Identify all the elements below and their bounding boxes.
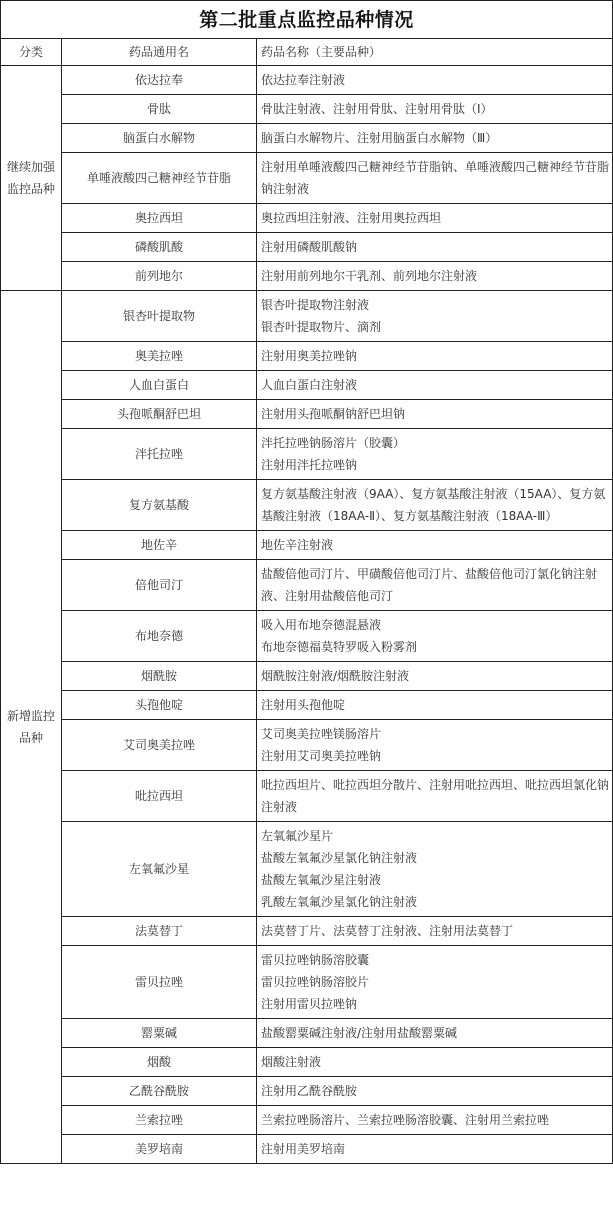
table-row bbox=[1, 662, 613, 691]
generic-name-cell: 倍他司汀 bbox=[62, 560, 257, 611]
table-row bbox=[1, 429, 613, 480]
generic-name-cell: 奥美拉唑 bbox=[62, 342, 257, 371]
generic-name-cell: 烟酸 bbox=[62, 1048, 257, 1077]
product-line: 地佐辛注射液 bbox=[261, 538, 334, 552]
table-row bbox=[1, 691, 613, 720]
product-line: 脑蛋白水解物片、注射用脑蛋白水解物（Ⅲ） bbox=[261, 131, 498, 145]
product-line: 烟酰胺注射液/烟酰胺注射液 bbox=[261, 669, 410, 683]
product-names-cell bbox=[257, 662, 613, 691]
product-names-cell bbox=[257, 153, 613, 204]
product-names-cell bbox=[257, 291, 613, 342]
generic-name-cell: 磷酸肌酸 bbox=[62, 233, 257, 262]
generic-name-cell: 头孢哌酮舒巴坦 bbox=[62, 400, 257, 429]
product-line: 注射用头孢哌酮钠舒巴坦钠 bbox=[261, 407, 406, 421]
product-line: 注射用艾司奥美拉唑钠 bbox=[261, 749, 382, 763]
product-names-cell bbox=[257, 429, 613, 480]
product-names-cell bbox=[257, 720, 613, 771]
generic-name-cell: 布地奈德 bbox=[62, 611, 257, 662]
generic-name-cell: 单唾液酸四己糖神经节苷脂 bbox=[62, 153, 257, 204]
generic-name-cell: 复方氨基酸 bbox=[62, 480, 257, 531]
generic-name-cell: 奥拉西坦 bbox=[62, 204, 257, 233]
generic-name-cell: 兰索拉唑 bbox=[62, 1106, 257, 1135]
product-line: 注射用单唾液酸四己糖神经节苷脂钠、单唾液酸四己糖神经节苷脂钠注射液 bbox=[261, 160, 610, 196]
table-header-row bbox=[1, 39, 613, 66]
product-names-cell bbox=[257, 95, 613, 124]
table-row bbox=[1, 95, 613, 124]
generic-name-cell: 银杏叶提取物 bbox=[62, 291, 257, 342]
table-row bbox=[1, 1019, 613, 1048]
product-line: 兰索拉唑肠溶片、兰索拉唑肠溶胶囊、注射用兰索拉唑 bbox=[261, 1113, 550, 1127]
product-names-cell bbox=[257, 771, 613, 822]
product-names-cell bbox=[257, 1019, 613, 1048]
header-product-names: 药品名称（主要品种） bbox=[257, 39, 613, 66]
generic-name-cell: 艾司奥美拉唑 bbox=[62, 720, 257, 771]
table-row bbox=[1, 124, 613, 153]
drug-monitoring-table bbox=[0, 38, 613, 1164]
generic-name-cell: 法莫替丁 bbox=[62, 917, 257, 946]
table-row bbox=[1, 291, 613, 342]
product-line: 注射用前列地尔干乳剂、前列地尔注射液 bbox=[261, 269, 478, 283]
generic-name-cell: 吡拉西坦 bbox=[62, 771, 257, 822]
product-line: 骨肽注射液、注射用骨肽、注射用骨肽（Ⅰ） bbox=[261, 102, 493, 116]
product-names-cell bbox=[257, 560, 613, 611]
product-line: 盐酸倍他司汀片、甲磺酸倍他司汀片、盐酸倍他司汀氯化钠注射液、注射用盐酸倍他司汀 bbox=[261, 567, 598, 603]
table-row bbox=[1, 560, 613, 611]
product-line: 银杏叶提取物片、滴剂 bbox=[261, 320, 382, 334]
product-names-cell bbox=[257, 1077, 613, 1106]
product-names-cell bbox=[257, 946, 613, 1019]
generic-name-cell: 泮托拉唑 bbox=[62, 429, 257, 480]
product-line: 吡拉西坦片、吡拉西坦分散片、注射用吡拉西坦、吡拉西坦氯化钠注射液 bbox=[261, 778, 610, 814]
table-row bbox=[1, 342, 613, 371]
product-line: 布地奈德福莫特罗吸入粉雾剂 bbox=[261, 640, 418, 654]
generic-name-cell: 头孢他啶 bbox=[62, 691, 257, 720]
generic-name-cell: 依达拉奉 bbox=[62, 66, 257, 95]
product-names-cell bbox=[257, 917, 613, 946]
product-line: 人血白蛋白注射液 bbox=[261, 378, 358, 392]
table-row bbox=[1, 371, 613, 400]
table-row bbox=[1, 262, 613, 291]
generic-name-cell: 脑蛋白水解物 bbox=[62, 124, 257, 153]
generic-name-cell: 左氧氟沙星 bbox=[62, 822, 257, 917]
product-line: 烟酸注射液 bbox=[261, 1055, 322, 1069]
table-row bbox=[1, 720, 613, 771]
table-row bbox=[1, 822, 613, 917]
product-line: 银杏叶提取物注射液 bbox=[261, 298, 370, 312]
generic-name-cell: 雷贝拉唑 bbox=[62, 946, 257, 1019]
product-line: 注射用头孢他啶 bbox=[261, 698, 346, 712]
header-generic-name: 药品通用名 bbox=[62, 39, 257, 66]
product-names-cell bbox=[257, 1048, 613, 1077]
product-names-cell bbox=[257, 342, 613, 371]
category-cell: 继续加强监控品种 bbox=[1, 66, 62, 291]
product-line: 注射用乙酰谷酰胺 bbox=[261, 1084, 358, 1098]
product-names-cell bbox=[257, 531, 613, 560]
product-line: 注射用雷贝拉唑钠 bbox=[261, 997, 358, 1011]
product-names-cell bbox=[257, 262, 613, 291]
product-line: 注射用磷酸肌酸钠 bbox=[261, 240, 358, 254]
table-row bbox=[1, 153, 613, 204]
table-row bbox=[1, 400, 613, 429]
generic-name-cell: 烟酰胺 bbox=[62, 662, 257, 691]
product-names-cell bbox=[257, 611, 613, 662]
product-line: 雷贝拉唑钠肠溶胶囊 bbox=[261, 953, 370, 967]
product-names-cell bbox=[257, 400, 613, 429]
table-row bbox=[1, 66, 613, 95]
generic-name-cell: 美罗培南 bbox=[62, 1135, 257, 1164]
product-names-cell bbox=[257, 124, 613, 153]
product-names-cell bbox=[257, 822, 613, 917]
table-row bbox=[1, 1077, 613, 1106]
product-names-cell bbox=[257, 66, 613, 95]
product-line: 注射用美罗培南 bbox=[261, 1142, 346, 1156]
table-row bbox=[1, 204, 613, 233]
product-names-cell bbox=[257, 1106, 613, 1135]
generic-name-cell: 乙酰谷酰胺 bbox=[62, 1077, 257, 1106]
generic-name-cell: 骨肽 bbox=[62, 95, 257, 124]
product-line: 泮托拉唑钠肠溶片（胶囊） bbox=[261, 436, 406, 450]
product-line: 左氧氟沙星片 bbox=[261, 829, 334, 843]
product-line: 雷贝拉唑钠肠溶胶片 bbox=[261, 975, 370, 989]
product-names-cell bbox=[257, 371, 613, 400]
product-line: 复方氨基酸注射液（9AA）、复方氨基酸注射液（15AA）、复方氨基酸注射液（18AA-Ⅱ）、复方氨基酸注射液（18AA-Ⅲ） bbox=[261, 487, 606, 523]
product-names-cell bbox=[257, 1135, 613, 1164]
product-line: 依达拉奉注射液 bbox=[261, 73, 346, 87]
product-line: 艾司奥美拉唑镁肠溶片 bbox=[261, 727, 382, 741]
product-line: 乳酸左氧氟沙星氯化钠注射液 bbox=[261, 895, 418, 909]
generic-name-cell: 地佐辛 bbox=[62, 531, 257, 560]
product-names-cell bbox=[257, 480, 613, 531]
product-line: 盐酸罂粟碱注射液/注射用盐酸罂粟碱 bbox=[261, 1026, 458, 1040]
table-row bbox=[1, 946, 613, 1019]
generic-name-cell: 人血白蛋白 bbox=[62, 371, 257, 400]
generic-name-cell: 罂粟碱 bbox=[62, 1019, 257, 1048]
product-names-cell bbox=[257, 204, 613, 233]
page-title: 第二批重点监控品种情况 bbox=[0, 0, 613, 38]
table-row bbox=[1, 1048, 613, 1077]
product-line: 盐酸左氧氟沙星注射液 bbox=[261, 873, 382, 887]
product-line: 法莫替丁片、法莫替丁注射液、注射用法莫替丁 bbox=[261, 924, 514, 938]
table-row bbox=[1, 917, 613, 946]
table-body bbox=[1, 66, 613, 1164]
table-row bbox=[1, 611, 613, 662]
table-row bbox=[1, 1106, 613, 1135]
table-row bbox=[1, 480, 613, 531]
product-line: 盐酸左氧氟沙星氯化钠注射液 bbox=[261, 851, 418, 865]
table-row bbox=[1, 233, 613, 262]
product-line: 奥拉西坦注射液、注射用奥拉西坦 bbox=[261, 211, 442, 225]
product-names-cell bbox=[257, 691, 613, 720]
product-names-cell bbox=[257, 233, 613, 262]
header-category: 分类 bbox=[1, 39, 62, 66]
table-row bbox=[1, 531, 613, 560]
table-row bbox=[1, 771, 613, 822]
product-line: 注射用泮托拉唑钠 bbox=[261, 458, 358, 472]
product-line: 注射用奥美拉唑钠 bbox=[261, 349, 358, 363]
generic-name-cell: 前列地尔 bbox=[62, 262, 257, 291]
table-row bbox=[1, 1135, 613, 1164]
product-line: 吸入用布地奈德混悬液 bbox=[261, 618, 382, 632]
category-cell: 新增监控品种 bbox=[1, 291, 62, 1164]
